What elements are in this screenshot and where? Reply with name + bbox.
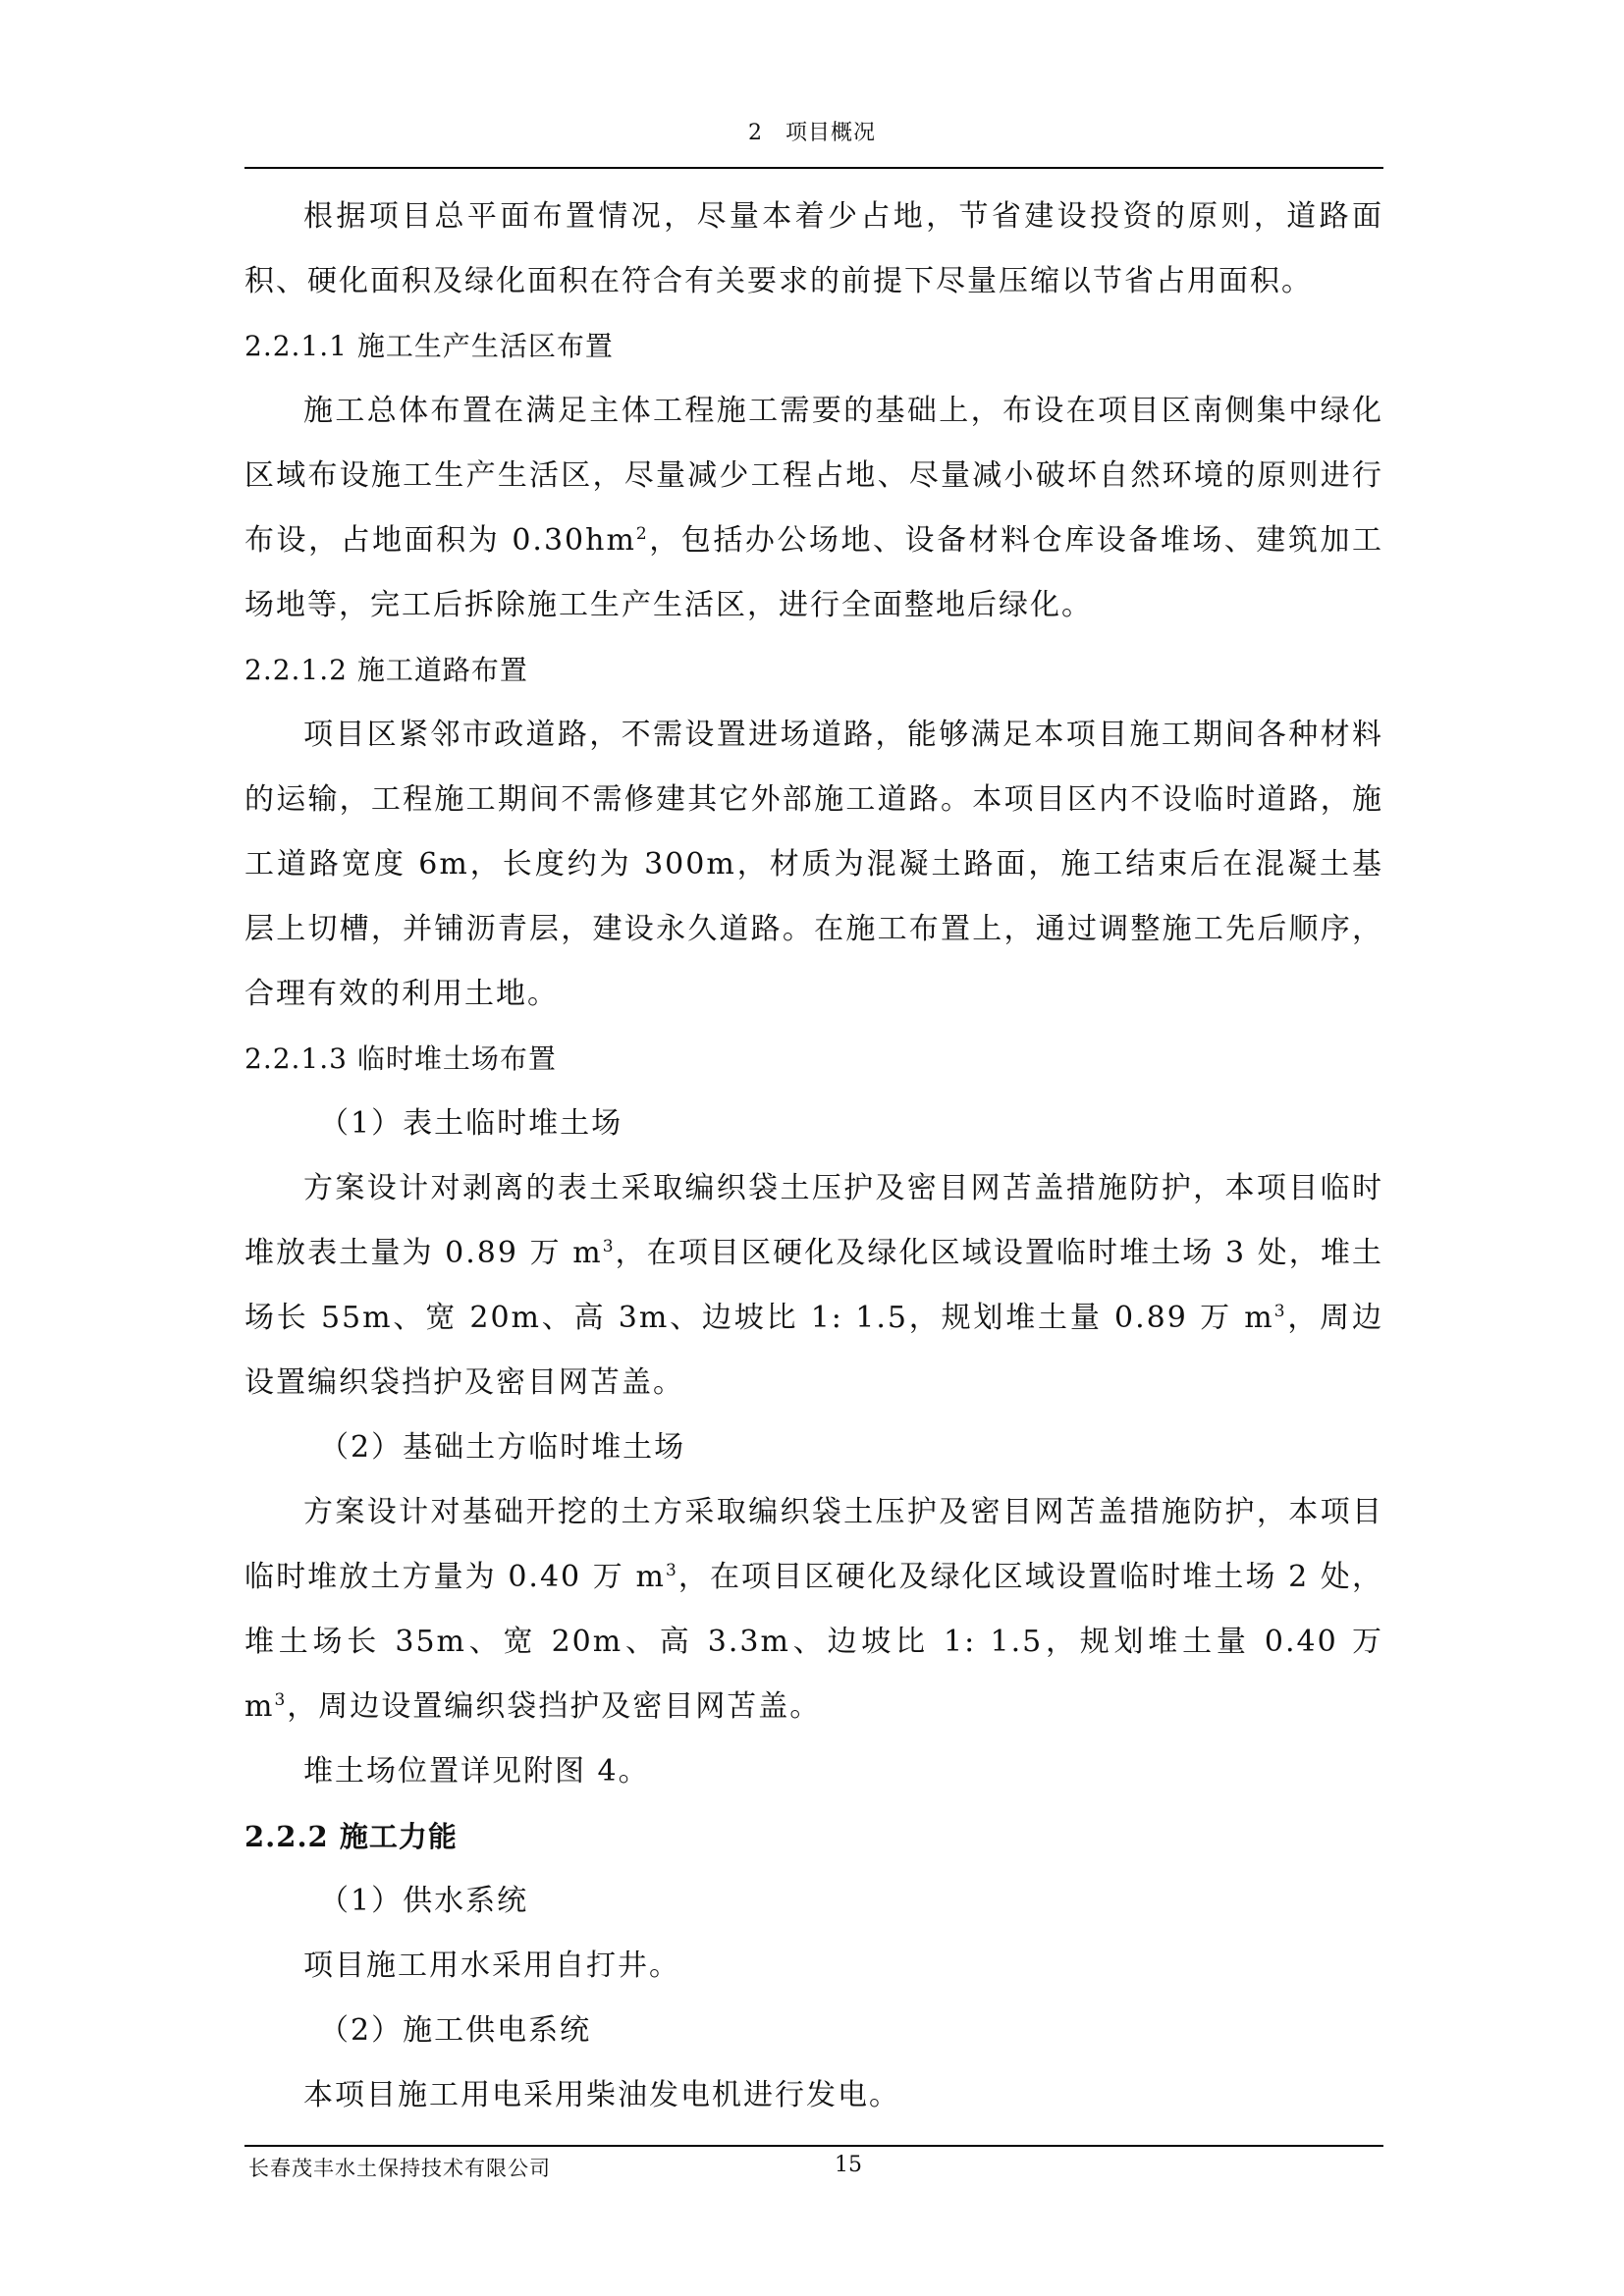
text-b: ，在项目区硬化及绿化区域设置临时堆土场 2 处，堆土场长 35m、宽 20m、高 3.3m、边坡比 1: 1.5，规划堆土量 0.40 万 m [244, 1560, 1383, 1724]
text-c: ，周边设置编织袋挡护及密目网苫盖。 [287, 1689, 822, 1724]
list-item-topsoil-stockpile: （1）表土临时堆土场 [319, 1106, 623, 1141]
paragraph-power-supply: 本项目施工用电采用柴油发电机进行发电。 [303, 2078, 900, 2112]
superscript: 3 [274, 1690, 288, 1710]
list-item-foundation-stockpile: （2）基础土方临时堆土场 [319, 1430, 686, 1465]
text-a: 方案设计对剥离的表土采取编织袋土压护及密目网苫盖措施防护，本项目临时堆放表土量为 0.89 万 m [244, 1171, 1383, 1270]
page-header: 2 项目概况 [748, 121, 876, 145]
paragraph-foundation-stockpile [244, 1480, 1383, 1739]
text-b: ，在项目区硬化及绿化区域设置临时堆土场 3 处，堆土场长 55m、宽 20m、高 3m、边坡比 1: 1.5，规划堆土量 0.89 万 m [244, 1236, 1383, 1335]
paragraph-living-area-text-a: 施工总体布置在满足主体工程施工需要的基础上，布设在项目区南侧集中绿化区域布设施工生产生活区，尽量减少工程占地、尽量减小破坏自然环境的原则进行布设，占地面积为 0.30hm [244, 394, 1383, 558]
paragraph-layout-principle: 根据项目总平面布置情况，尽量本着少占地，节省建设投资的原则，道路面积、硬化面积及绿化面积在符合有关要求的前提下尽量压缩以节省占用面积。 [244, 199, 1383, 298]
superscript: 3 [1273, 1302, 1287, 1321]
text-a: 方案设计对基础开挖的土方采取编织袋土压护及密目网苫盖措施防护，本项目临时堆放土方量为 0.40 万 m [244, 1495, 1383, 1594]
page-number: 15 [835, 2153, 862, 2177]
heading-2-2-1-2: 2.2.1.2 施工道路布置 [244, 654, 528, 686]
header-divider [244, 167, 1383, 169]
footer-company: 长春茂丰水土保持技术有限公司 [248, 2157, 551, 2180]
heading-2-2-1-3: 2.2.1.3 临时堆土场布置 [244, 1042, 557, 1075]
superscript: 3 [665, 1561, 678, 1580]
page-body [244, 185, 1383, 2128]
list-item-power-supply: （2）施工供电系统 [319, 2013, 592, 2048]
paragraph-stockpile-location: 堆土场位置详见附图 4。 [303, 1754, 650, 1789]
footer-divider [244, 2145, 1383, 2147]
paragraph-water-supply: 项目施工用水采用自打井。 [303, 1949, 680, 1983]
superscript: 3 [602, 1237, 616, 1256]
heading-2-2-1-1: 2.2.1.1 施工生产生活区布置 [244, 330, 614, 362]
paragraph-living-area [244, 379, 1383, 638]
paragraph-roads: 项目区紧邻市政道路，不需设置进场道路，能够满足本项目施工期间各种材料的运输，工程施工期间不需修建其它外部施工道路。本项目区内不设临时道路，施工道路宽度 6m，长度约为 300m，材质为混凝土路面，施工结束后在混凝土基层上切槽，并铺沥青层，建设永久道路。在施工布置上，通过调整施工先后顺序，合理有效的利用土地。 [244, 718, 1383, 1011]
superscript: 2 [635, 524, 649, 544]
list-item-water-supply: （1）供水系统 [319, 1884, 529, 1918]
heading-2-2-2: 2.2.2 施工力能 [244, 1820, 458, 1853]
paragraph-living-area-text-b: ，包括办公场地、设备材料仓库设备堆场、建筑加工场地等，完工后拆除施工生产生活区，进行全面整地后绿化。 [244, 523, 1383, 622]
paragraph-topsoil-stockpile [244, 1156, 1383, 1415]
text-c: ，周边设置编织袋挡护及密目网苫盖。 [244, 1301, 1383, 1400]
